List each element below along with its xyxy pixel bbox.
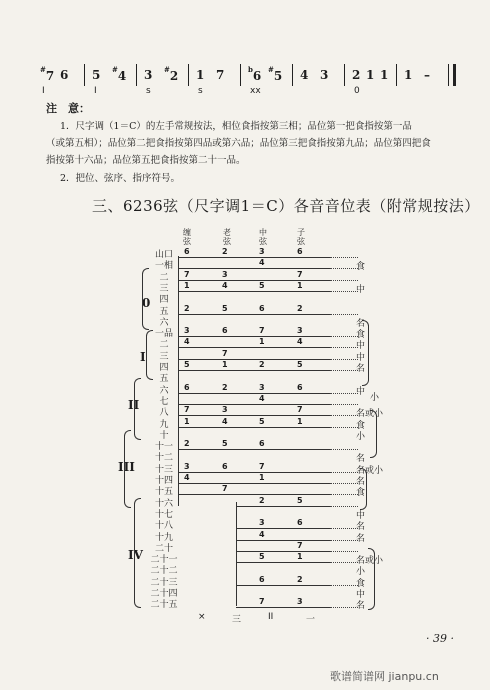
roman-0: 0 xyxy=(142,296,151,310)
staff-note: – xyxy=(424,68,430,82)
position-label: 三 xyxy=(159,283,169,294)
right-brace-4 xyxy=(368,548,375,610)
leader-dots xyxy=(330,257,358,258)
position-label: 十 xyxy=(159,430,169,441)
leader-dots xyxy=(330,506,358,507)
position-label: 二十三 xyxy=(150,577,178,588)
staff-fingering: xx xyxy=(250,86,261,96)
bar-line xyxy=(292,64,293,86)
col-header-lao: 老弦 xyxy=(223,228,231,246)
brace-2 xyxy=(134,378,141,440)
paragraph-1-line-3: 指按第十六品；品位第五把食指按第二十一品。 xyxy=(46,155,246,166)
grid-left-edge xyxy=(178,256,179,506)
leader-dots xyxy=(330,528,358,529)
leader-dots xyxy=(330,415,358,416)
notation-staff xyxy=(30,64,470,104)
position-line xyxy=(178,449,330,450)
staff-fingering: s xyxy=(146,86,151,96)
pitch-number: 7 xyxy=(297,269,303,279)
pitch-number: 3 xyxy=(297,597,303,607)
pitch-number: 4 xyxy=(184,473,190,482)
staff-note: 2 xyxy=(352,68,361,82)
finger-label: 小 xyxy=(356,431,366,442)
brace-1 xyxy=(146,330,153,380)
position-label: 十五 xyxy=(154,487,173,498)
pitch-number: 3 xyxy=(259,518,265,528)
leader-dots xyxy=(330,585,358,586)
staff-note: 1 xyxy=(196,68,205,82)
pitch-number: 3 xyxy=(222,405,228,415)
pitch-number: 6 xyxy=(184,382,190,392)
paragraph-1-line-1: 1．尺字调（1＝C）的左手常规按法，相位食指按第三相；品位第一把食指按第一品 xyxy=(60,121,412,132)
position-line xyxy=(178,393,330,394)
pitch-number: 6 xyxy=(259,574,265,584)
position-label: 五 xyxy=(159,374,169,385)
pitch-number: 4 xyxy=(259,529,265,539)
pitch-number: 2 xyxy=(259,495,265,505)
pitch-number: 2 xyxy=(184,439,190,449)
position-line xyxy=(236,528,330,529)
pitch-number: 1 xyxy=(222,360,228,369)
staff-note: #5 xyxy=(268,65,283,83)
position-line xyxy=(178,280,330,281)
position-label: 二 xyxy=(159,340,169,351)
position-line xyxy=(178,427,330,428)
bar-line xyxy=(240,64,241,86)
right-brace-2 xyxy=(370,410,377,458)
position-label: 八 xyxy=(159,408,169,419)
position-label: 十一 xyxy=(154,442,173,453)
finger-label: 名 xyxy=(356,533,366,544)
staff-fingering: 0 xyxy=(354,86,360,96)
pitch-number: 5 xyxy=(184,360,190,369)
position-label: 二十一 xyxy=(150,555,178,566)
position-line xyxy=(236,585,330,586)
pitch-number: 6 xyxy=(184,247,190,256)
leader-dots xyxy=(330,483,358,484)
position-label: 九 xyxy=(159,419,169,430)
staff-note: 1 xyxy=(366,68,375,82)
position-line xyxy=(178,483,330,484)
position-line xyxy=(178,291,330,292)
staff-note: #7 xyxy=(40,65,55,83)
col-header-zi: 子弦 xyxy=(297,228,305,246)
position-line xyxy=(178,336,330,337)
roman-2: II xyxy=(128,398,140,412)
staff-note: 1 xyxy=(404,68,413,82)
col-header-zhong: 中弦 xyxy=(259,228,267,246)
pitch-number: 6 xyxy=(222,326,228,336)
bar-line xyxy=(84,64,85,86)
staff-note: 3 xyxy=(320,68,329,82)
bar-line xyxy=(448,64,456,86)
pitch-number: 5 xyxy=(259,280,265,290)
position-label: 二十 xyxy=(154,543,173,554)
leader-dots xyxy=(330,540,358,541)
pitch-number: 7 xyxy=(184,405,190,415)
leader-dots xyxy=(330,336,358,337)
position-label: 二 xyxy=(159,272,169,283)
pitch-number: 5 xyxy=(297,360,303,369)
leader-dots xyxy=(330,280,358,281)
pitch-number: 7 xyxy=(222,348,228,358)
finger-label: 食 xyxy=(356,330,366,341)
position-line xyxy=(236,551,330,552)
position-label: 十六 xyxy=(154,498,173,509)
staff-fingering: I xyxy=(42,86,45,96)
pitch-number: 4 xyxy=(259,393,265,403)
grid-inner-edge xyxy=(236,502,237,606)
finger-label: 中 xyxy=(356,284,366,295)
pitch-number: 2 xyxy=(297,574,303,584)
leader-dots xyxy=(330,393,358,394)
pitch-number: 6 xyxy=(297,247,303,256)
bottom-mark-3: II xyxy=(268,612,274,622)
staff-fingering: s xyxy=(198,86,203,96)
right-brace-3 xyxy=(360,468,367,510)
position-line xyxy=(178,359,330,360)
position-line xyxy=(236,607,330,608)
finger-label: 中 xyxy=(356,510,366,521)
finger-label: 食 xyxy=(356,262,366,273)
brace-3 xyxy=(124,430,131,508)
finger-label: 名 xyxy=(356,318,366,329)
pitch-number: 5 xyxy=(297,495,303,505)
pitch-number: 1 xyxy=(259,337,265,347)
pitch-number: 6 xyxy=(297,518,303,528)
pitch-number: 7 xyxy=(184,269,190,279)
bar-line xyxy=(136,64,137,86)
staff-note: 6 xyxy=(60,68,69,82)
roman-1: I xyxy=(140,350,146,364)
leader-dots xyxy=(330,370,358,371)
pitch-number: 7 xyxy=(259,597,265,607)
roman-4: IV xyxy=(128,548,143,562)
bottom-mark-1: × xyxy=(198,612,206,622)
pitch-number: 3 xyxy=(259,247,265,256)
section-title: 三、6236弦（尺字调1＝C）各音音位表（附常规按法） xyxy=(92,197,480,215)
position-label: 二十四 xyxy=(150,589,178,599)
position-line xyxy=(236,562,330,563)
pitch-number: 7 xyxy=(297,540,303,550)
finger-label: 名或小 xyxy=(356,556,384,567)
pitch-number: 4 xyxy=(184,337,190,347)
pitch-number: 3 xyxy=(297,326,303,336)
staff-fingering: I xyxy=(94,86,97,96)
position-line xyxy=(178,404,330,405)
pitch-number: 5 xyxy=(222,439,228,449)
position-label: 二十五 xyxy=(150,600,178,611)
bar-line xyxy=(396,64,397,86)
position-label: 三 xyxy=(159,351,169,362)
leader-dots xyxy=(330,314,358,315)
pitch-number: 7 xyxy=(222,484,228,494)
position-line xyxy=(178,314,330,315)
pitch-number: 7 xyxy=(297,405,303,415)
pitch-number: 6 xyxy=(222,461,228,471)
position-label: 十四 xyxy=(154,476,173,486)
finger-label: 名 xyxy=(356,454,366,465)
leader-dots xyxy=(330,359,358,360)
pitch-number: 1 xyxy=(297,280,303,290)
position-line xyxy=(236,540,330,541)
finger-label: 名或小 xyxy=(356,409,384,420)
position-line xyxy=(178,257,330,258)
leader-dots xyxy=(330,494,358,495)
position-label: 十八 xyxy=(154,521,173,532)
pitch-number: 4 xyxy=(222,416,228,426)
pitch-number: 7 xyxy=(259,461,265,471)
finger-label: 名或小 xyxy=(356,465,384,476)
accidental: # xyxy=(40,65,46,74)
position-label: 四 xyxy=(159,363,169,373)
position-line xyxy=(178,415,330,416)
leader-dots xyxy=(330,347,358,348)
bottom-mark-4: 一 xyxy=(306,615,316,625)
position-line xyxy=(178,472,330,473)
position-label: 一品 xyxy=(154,329,173,340)
position-label: 二十二 xyxy=(150,566,178,577)
pitch-number: 4 xyxy=(297,337,303,347)
pitch-number: 2 xyxy=(222,382,228,392)
brace-0 xyxy=(142,268,149,330)
staff-note: 5 xyxy=(92,68,101,82)
finger-label: 食 xyxy=(356,420,366,431)
bar-line xyxy=(344,64,345,86)
accidental: # xyxy=(112,65,118,74)
leader-dots xyxy=(330,404,358,405)
position-line xyxy=(178,494,330,495)
pitch-number: 3 xyxy=(184,461,190,471)
finger-label: 名 xyxy=(356,477,366,487)
bar-line xyxy=(188,64,189,86)
pitch-number: 1 xyxy=(297,552,303,562)
position-label: 四 xyxy=(159,295,169,306)
leader-dots xyxy=(330,562,358,563)
finger-label: 食 xyxy=(356,578,366,589)
notes-heading: 注 意： xyxy=(46,102,90,115)
finger-label-alt: 小 xyxy=(370,392,380,403)
finger-label: 小 xyxy=(356,567,366,578)
finger-label: 名 xyxy=(356,364,366,374)
paragraph-1-line-2: （或第五相）；品位第二把食指按第四品或第六品；品位第三把食指按第九品；品位第四把食 xyxy=(46,138,431,149)
position-line xyxy=(178,347,330,348)
accidental: # xyxy=(268,65,274,74)
finger-label: 名 xyxy=(356,601,366,612)
position-label: 十二 xyxy=(154,453,173,464)
pitch-number: 2 xyxy=(259,360,265,369)
staff-note: $^b$6 xyxy=(248,65,262,83)
finger-label: 食 xyxy=(356,488,366,499)
pitch-number: 3 xyxy=(259,382,265,392)
finger-label: 中 xyxy=(356,341,366,352)
pitch-number: 6 xyxy=(259,439,265,449)
leader-dots xyxy=(330,427,358,428)
accidental: b xyxy=(248,65,253,74)
position-line xyxy=(178,268,330,269)
roman-3: III xyxy=(118,460,135,474)
position-label: 七 xyxy=(159,396,169,407)
paragraph-2: 2．把位、弦序、指序符号。 xyxy=(60,173,181,184)
pitch-number: 7 xyxy=(259,326,265,336)
col-header-chan: 缠弦 xyxy=(183,228,191,246)
staff-note: 1 xyxy=(380,68,389,82)
pitch-number: 5 xyxy=(259,416,265,426)
pitch-number: 3 xyxy=(184,326,190,336)
page-number: · 39 · xyxy=(426,632,454,645)
right-brace-1 xyxy=(362,320,369,386)
staff-note: #2 xyxy=(164,65,179,83)
pitch-number: 4 xyxy=(222,280,228,290)
pitch-number: 2 xyxy=(297,303,303,313)
finger-label: 中 xyxy=(356,352,366,363)
position-line xyxy=(178,370,330,371)
position-label: 五 xyxy=(159,306,169,317)
staff-note: 7 xyxy=(216,68,225,82)
position-label: 六 xyxy=(159,317,169,328)
finger-label: 中 xyxy=(356,386,366,397)
position-label: 十九 xyxy=(154,532,173,543)
leader-dots xyxy=(330,291,358,292)
staff-note: #4 xyxy=(112,65,127,83)
pitch-number: 4 xyxy=(259,258,265,268)
staff-note: 3 xyxy=(144,68,153,82)
pitch-number: 2 xyxy=(222,247,228,256)
position-label: 十七 xyxy=(154,509,173,520)
leader-dots xyxy=(330,607,358,608)
accidental: # xyxy=(164,65,170,74)
position-label: 一相 xyxy=(154,261,173,272)
pitch-number: 2 xyxy=(184,303,190,313)
brace-4 xyxy=(134,498,141,608)
finger-label: 中 xyxy=(356,590,366,600)
bottom-mark-2: 三 xyxy=(232,615,242,625)
pitch-number: 3 xyxy=(222,269,228,279)
leader-dots xyxy=(330,551,358,552)
position-line xyxy=(236,506,330,507)
leader-dots xyxy=(330,472,358,473)
leader-dots xyxy=(330,449,358,450)
pitch-number: 1 xyxy=(259,473,265,482)
paragraph-1 xyxy=(46,118,466,169)
position-label: 六 xyxy=(159,385,169,396)
position-label: 山口 xyxy=(154,250,173,260)
pitch-number: 1 xyxy=(297,416,303,426)
watermark: 歌谱简谱网 jianpu.cn xyxy=(330,670,439,683)
finger-label: 名 xyxy=(356,522,366,533)
pitch-number: 1 xyxy=(184,416,190,426)
pitch-number: 1 xyxy=(184,280,190,290)
position-label: 十三 xyxy=(154,464,173,475)
pitch-number: 6 xyxy=(297,382,303,392)
pitch-number: 5 xyxy=(259,552,265,562)
pitch-number: 5 xyxy=(222,303,228,313)
leader-dots xyxy=(330,268,358,269)
staff-note: 4 xyxy=(300,68,309,82)
pitch-number: 6 xyxy=(259,303,265,313)
